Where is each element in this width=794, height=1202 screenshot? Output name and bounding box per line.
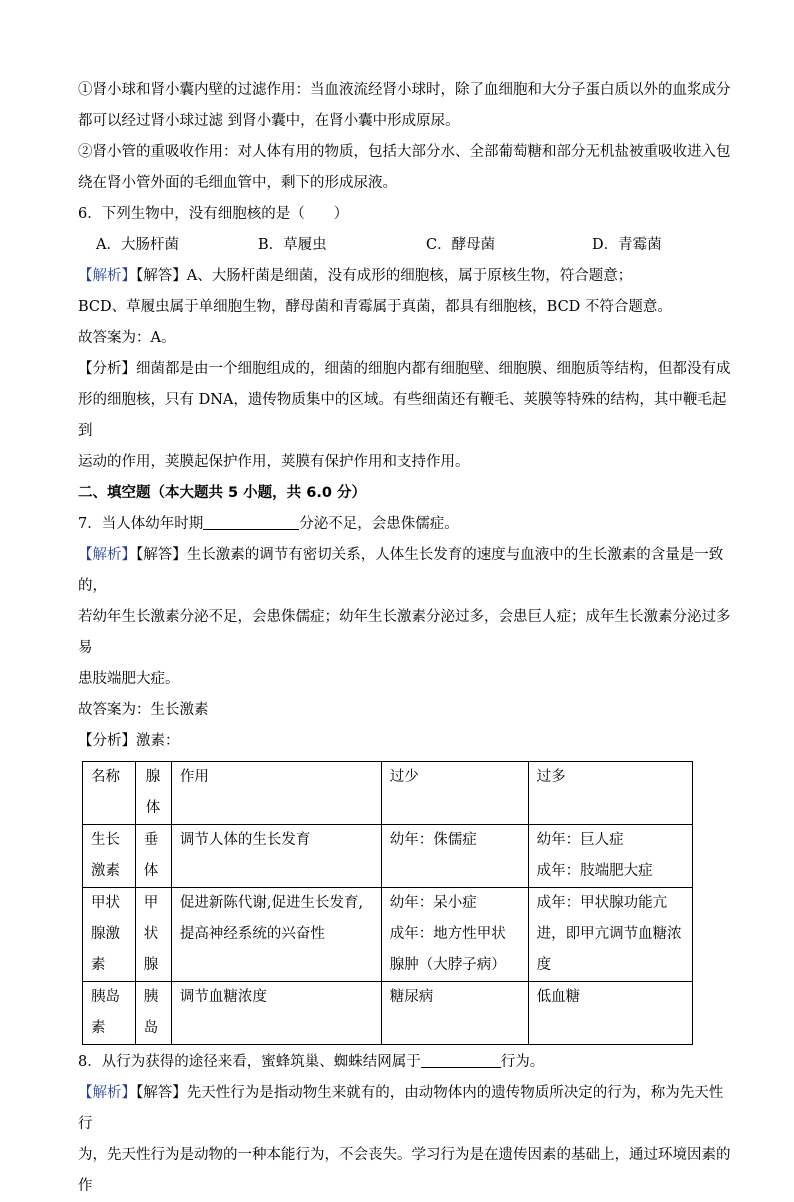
- hormone-table: [82, 761, 693, 1045]
- table-cell: 生长激素: [83, 825, 136, 888]
- jieda-tag: 【解答】: [136, 268, 187, 284]
- question-6-analysis: [78, 354, 734, 385]
- text-line: 形的细胞核，只有 DNA，遗传物质集中的区域。有些细菌还有鞭毛、荚膜等特殊的结构，其中鞭毛起到: [78, 392, 727, 439]
- answer-text: A、大肠杆菌是细菌，没有成形的细胞核，属于原核生物，符合题意；: [186, 268, 633, 284]
- answer-text: 先天性行为是指动物生来就有的，由动物体内的遗传物质所决定的行为，称为先天性行: [78, 1085, 724, 1132]
- final-answer: 故答案为：生长激素: [78, 702, 209, 718]
- header-cell: 腺体: [135, 762, 171, 825]
- option-c: C．酵母菌: [426, 237, 496, 253]
- table-cell: 垂体: [135, 825, 171, 888]
- header-cell: 名称: [83, 762, 136, 825]
- cell-line: 成年：地方性甲状腺肿（大脖子病）: [389, 926, 506, 973]
- header-cell: 作用: [171, 762, 381, 825]
- cell-line: 幼年：呆小症: [389, 895, 477, 911]
- answer-text: 生长激素的调节有密切关系，人体生长发育的速度与血液中的生长激素的含量是一致的，: [78, 547, 724, 594]
- jiexi-tag: 【解析】: [78, 1085, 136, 1101]
- text-line: BCD、草履虫属于单细胞生物，酵母菌和青霉属于真菌，都具有细胞核，BCD 不符合题意。: [78, 299, 672, 315]
- option-b: B．草履虫: [258, 237, 327, 253]
- stem-text: 7．当人体幼年时期: [78, 516, 204, 532]
- text-line: 都可以经过肾小球过滤 到肾小囊中，在肾小囊中形成原尿。: [78, 113, 460, 129]
- cell-line: 幼年：巨人症: [536, 832, 624, 848]
- jiexi-tag: 【解析】: [78, 268, 136, 284]
- table-cell: [528, 825, 692, 888]
- option-a: A．大肠杆菌: [96, 237, 179, 253]
- table-cell: 调节人体的生长发育: [171, 825, 381, 888]
- cell-line: 成年：肢端肥大症: [536, 863, 653, 879]
- table-cell: 成年：甲状腺功能亢进，即甲亢调节血糖浓度: [528, 888, 692, 982]
- table-cell: 促进新陈代谢,促进生长发育,提高神经系统的兴奋性: [171, 888, 381, 982]
- question-6-stem: 6．下列生物中，没有细胞核的是（ ）: [78, 206, 349, 222]
- table-row: [83, 888, 693, 982]
- jieda-tag: 【解答】: [136, 1085, 187, 1101]
- table-cell: 糖尿病: [381, 982, 528, 1045]
- option-d: D．青霉菌: [592, 237, 662, 253]
- text-line: ①肾小球和肾小囊内壁的过滤作用：当血液流经肾小球时，除了血细胞和大分子蛋白质以外的血浆成分: [78, 82, 731, 98]
- answer-blank: [421, 1049, 501, 1068]
- text-line: 运动的作用，荚膜起保护作用，荚膜有保护作用和支持作用。: [78, 454, 470, 470]
- table-header-row: [83, 762, 693, 825]
- question-6-options: [78, 230, 734, 261]
- stem-text: 行为。: [500, 1054, 545, 1070]
- table-cell: 幼年：侏儒症: [381, 825, 528, 888]
- stem-text: 8．从行为获得的途径来看，蜜蜂筑巢、蜘蛛结网属于: [78, 1054, 421, 1070]
- question-7-answer: [78, 540, 734, 602]
- text-line: 为，先天性行为是动物的一种本能行为，不会丧失。学习行为是在遗传因素的基础上，通过环境因素的作: [78, 1147, 731, 1194]
- table-cell: 甲状腺: [135, 888, 171, 982]
- text-line: 若幼年生长激素分泌不足，会患侏儒症；幼年生长激素分泌过多，会患巨人症；成年生长激素分泌过多易: [78, 609, 731, 656]
- table-cell: 调节血糖浓度: [171, 982, 381, 1045]
- table-row: [83, 982, 693, 1045]
- jieda-tag: 【解答】: [136, 547, 187, 563]
- table-row: [83, 825, 693, 888]
- fenxi-tag: 【分析】: [78, 361, 136, 377]
- question-6-answer: [78, 261, 734, 292]
- header-cell: 过少: [381, 762, 528, 825]
- jiexi-tag: 【解析】: [78, 547, 136, 563]
- stem-text: 分泌不足，会患侏儒症。: [299, 516, 459, 532]
- analysis-text: 细菌都是由一个细胞组成的，细菌的细胞内都有细胞壁、细胞膜、细胞质等结构，但都没有成: [136, 361, 731, 377]
- final-answer: 故答案为：A。: [78, 330, 176, 346]
- header-cell: 过多: [528, 762, 692, 825]
- question-8-stem: [78, 1047, 734, 1078]
- question-7-stem: [78, 509, 734, 540]
- analysis-label: 【分析】激素：: [78, 733, 180, 749]
- table-cell: 低血糖: [528, 982, 692, 1045]
- question-8-answer: [78, 1078, 734, 1140]
- text-line: 绕在肾小管外面的毛细血管中，剩下的形成尿液。: [78, 175, 397, 191]
- text-line: ②肾小管的重吸收作用：对人体有用的物质，包括大部分水、全部葡萄糖和部分无机盐被重吸收进入包: [78, 144, 731, 160]
- section-heading: 二、填空题（本大题共 5 小题，共 6.0 分）: [78, 485, 366, 501]
- text-line: 患肢端肥大症。: [78, 671, 180, 687]
- table-cell: [381, 888, 528, 982]
- table-cell: 胰岛: [135, 982, 171, 1045]
- table-cell: 甲状腺激素: [83, 888, 136, 982]
- answer-blank: [203, 511, 299, 530]
- table-cell: 胰岛素: [83, 982, 136, 1045]
